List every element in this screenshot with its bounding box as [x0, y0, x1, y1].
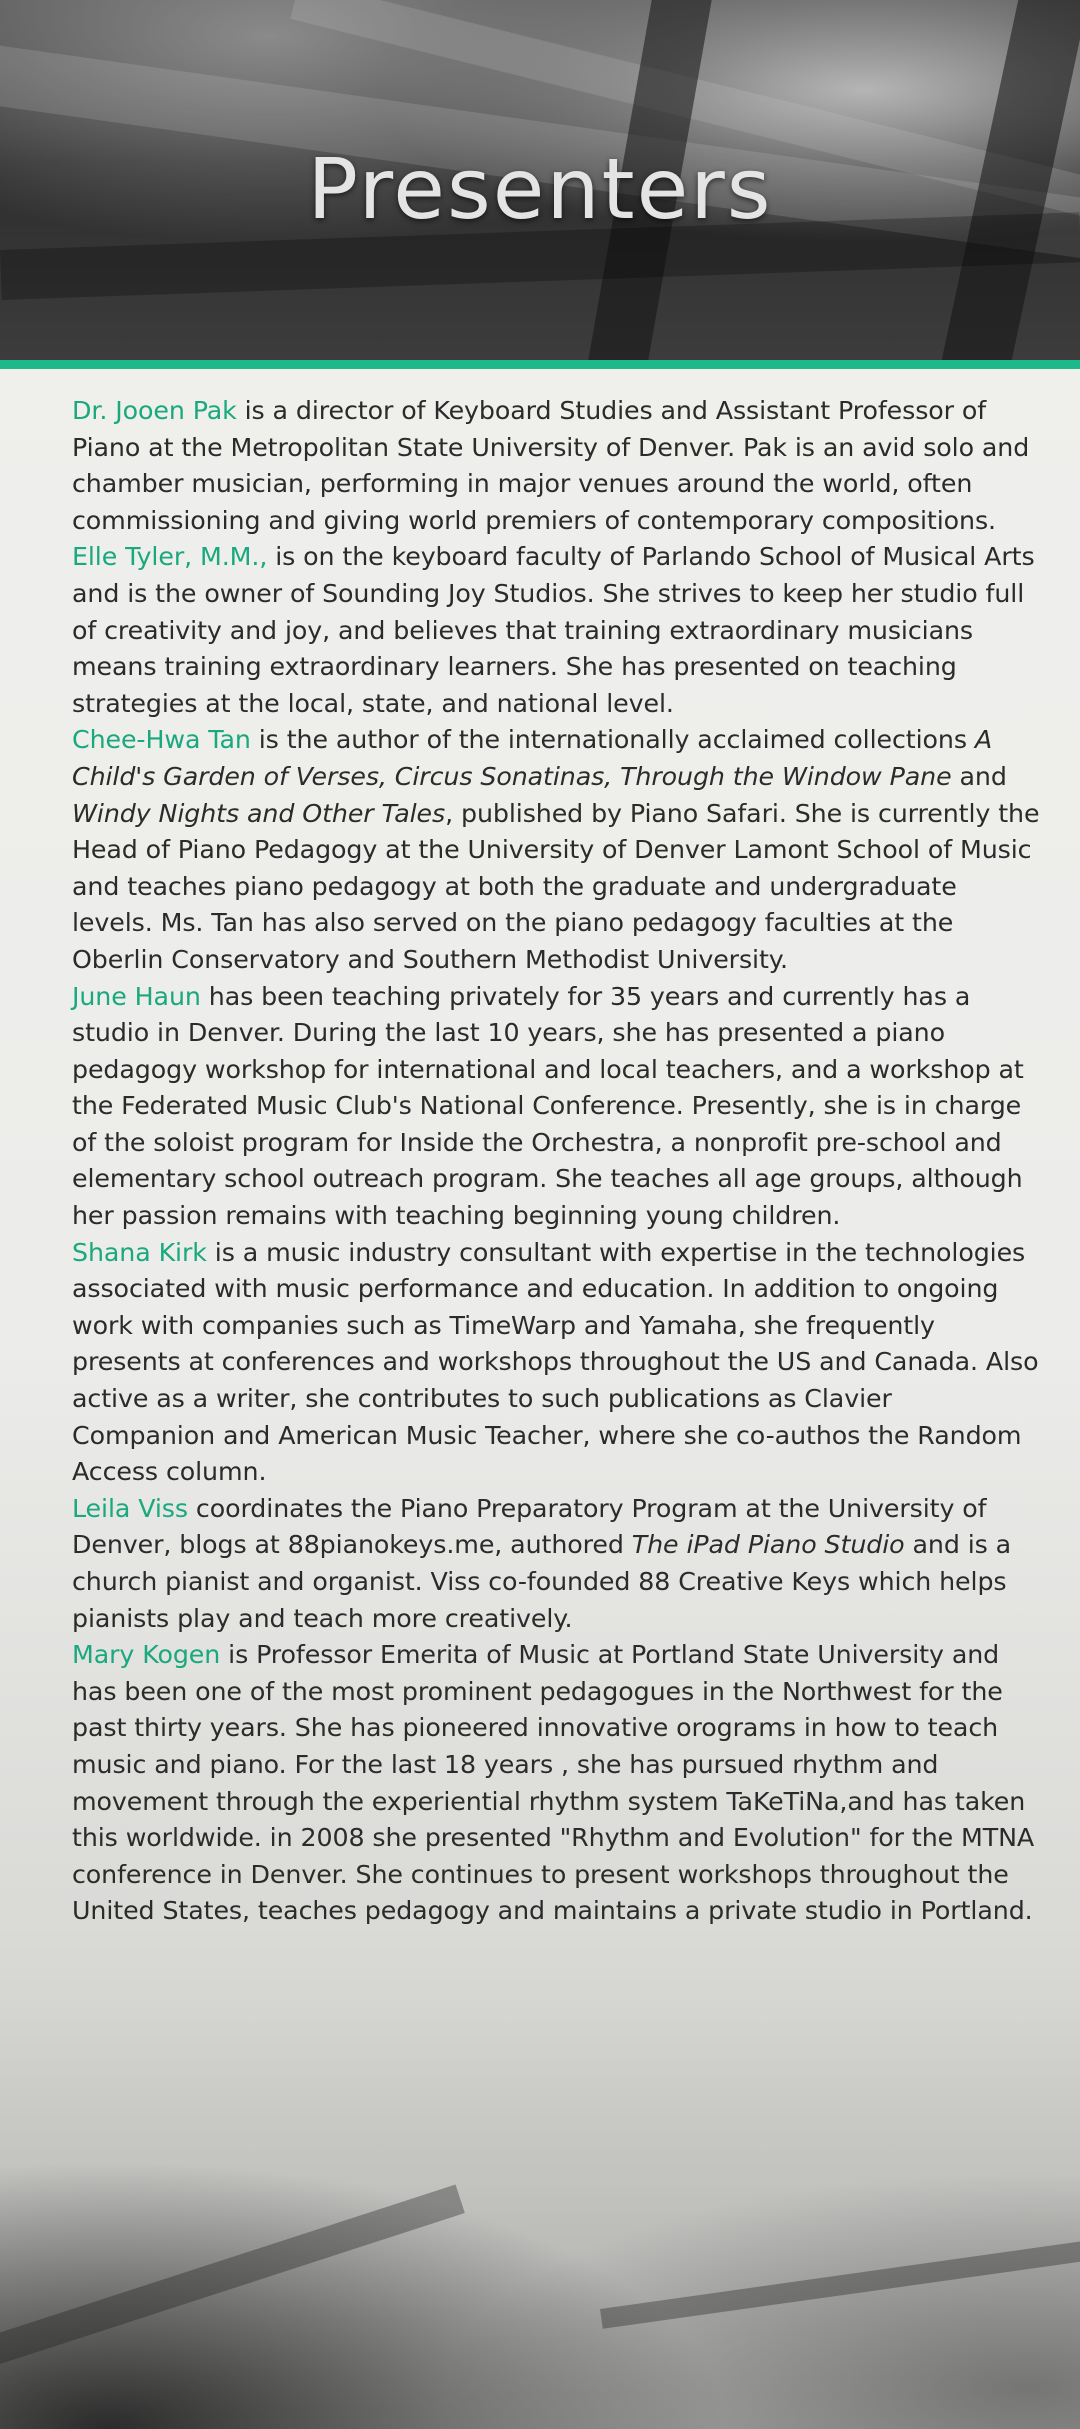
presenter-name: Elle Tyler, M.M., [72, 542, 268, 572]
presenter-bio: and is a church pianist and organist. Viss co-founded 88 Creative Keys which helps pianists play and teach more creatively. [72, 1530, 1012, 1633]
presenter-name: Dr. Jooen Pak [72, 396, 237, 425]
presenter-bios [72, 393, 1040, 1930]
bio-june-haun [72, 979, 1040, 1235]
bottom-photo-shading [0, 2009, 1080, 2429]
presenter-works: A Child's Garden of Verses, Circus Sonatinas, Through the Window Pane [72, 725, 993, 791]
presenter-name: Chee-Hwa Tan [72, 725, 251, 755]
bio-chee-hwa-tan [72, 722, 1040, 978]
presenter-bio: and [951, 761, 1007, 791]
presenter-works: Windy Nights and Other Tales [72, 798, 446, 828]
presenter-name: June Haun [72, 981, 201, 1011]
presenter-bio: has been teaching privately for 35 years and currently has a studio in Denver. During the last 10 years, she has presented a piano pedagogy workshop for international and local teachers, and a workshop at the Federated Music Club's National Conference. Presently, she is in charge of the soloist program for Inside the Orchestra, a nonprofit pre-school and elementary school outreach program. She teaches all age groups, although her passion remains with teaching beginning young children. [72, 981, 1024, 1231]
presenter-bio: is a music industry consultant with expertise in the technologies associated with music performance and education. In addition to ongoing work with companies such as TimeWarp and Yamaha, she frequently presents at conferences and workshops throughout the US and Canada. Also active as a writer, she contributes to such publications as Clavier Companion and American Music Teacher, where she co-authos the Random Access column. [72, 1237, 1039, 1487]
accent-divider [0, 360, 1080, 369]
presenter-bio: coordinates the Piano Preparatory Program at the University of Denver, blogs at 88pianokeys.me, authored [72, 1493, 987, 1560]
presenter-works: The iPad Piano Studio [631, 1530, 905, 1560]
bio-mary-kogen [72, 1637, 1040, 1930]
presenter-name: Leila Viss [72, 1493, 188, 1523]
presenter-name: Shana Kirk [72, 1237, 207, 1267]
bio-shana-kirk [72, 1235, 1040, 1491]
header-photo-banner [0, 0, 1080, 360]
presenter-bio: is Professor Emerita of Music at Portland State University and has been one of the most prominent pedagogues in the Northwest for the past thirty years. She has pioneered innovative orograms in how to teach music and piano. For the last 18 years , she has pursued rhythm and movement through the experiential rhythm system TaKeTiNa,and has taken this worldwide. in 2008 she presented "Rhythm and Evolution" for the MTNA conference in Denver. She continues to present workshops throughout the United States, teaches pedagogy and maintains a private studio in Portland. [72, 1640, 1035, 1926]
bio-jooen-pak [72, 393, 1040, 539]
presenter-bio: is the author of the internationally acclaimed collections [250, 725, 975, 755]
page-title: Presenters [307, 140, 773, 238]
presenter-bio: is on the keyboard faculty of Parlando School of Musical Arts and is the owner of Sounding Joy Studios. She strives to keep her studio full of creativity and joy, and believes that training extraordinary musicians means training extraordinary learners. She has presented on teaching strategies at the local, state, and national level. [72, 542, 1035, 718]
presenter-bio: is a director of Keyboard Studies and Assistant Professor of Piano at the Metropolitan State University of Denver. Pak is an avid solo and chamber musician, performing in major venues around the world, often commissioning and giving world premiers of contemporary compositions. [72, 396, 1030, 535]
presenter-name: Mary Kogen [72, 1640, 221, 1670]
bio-elle-tyler [72, 539, 1040, 722]
bio-leila-viss [72, 1491, 1040, 1637]
presenter-bio: , published by Piano Safari. She is currently the Head of Piano Pedagogy at the University of Denver Lamont School of Music and teaches piano pedagogy at both the graduate and undergraduate levels. Ms. Tan has also served on the piano pedagogy faculties at the Oberlin Conservatory and Southern Methodist University. [72, 798, 1040, 974]
